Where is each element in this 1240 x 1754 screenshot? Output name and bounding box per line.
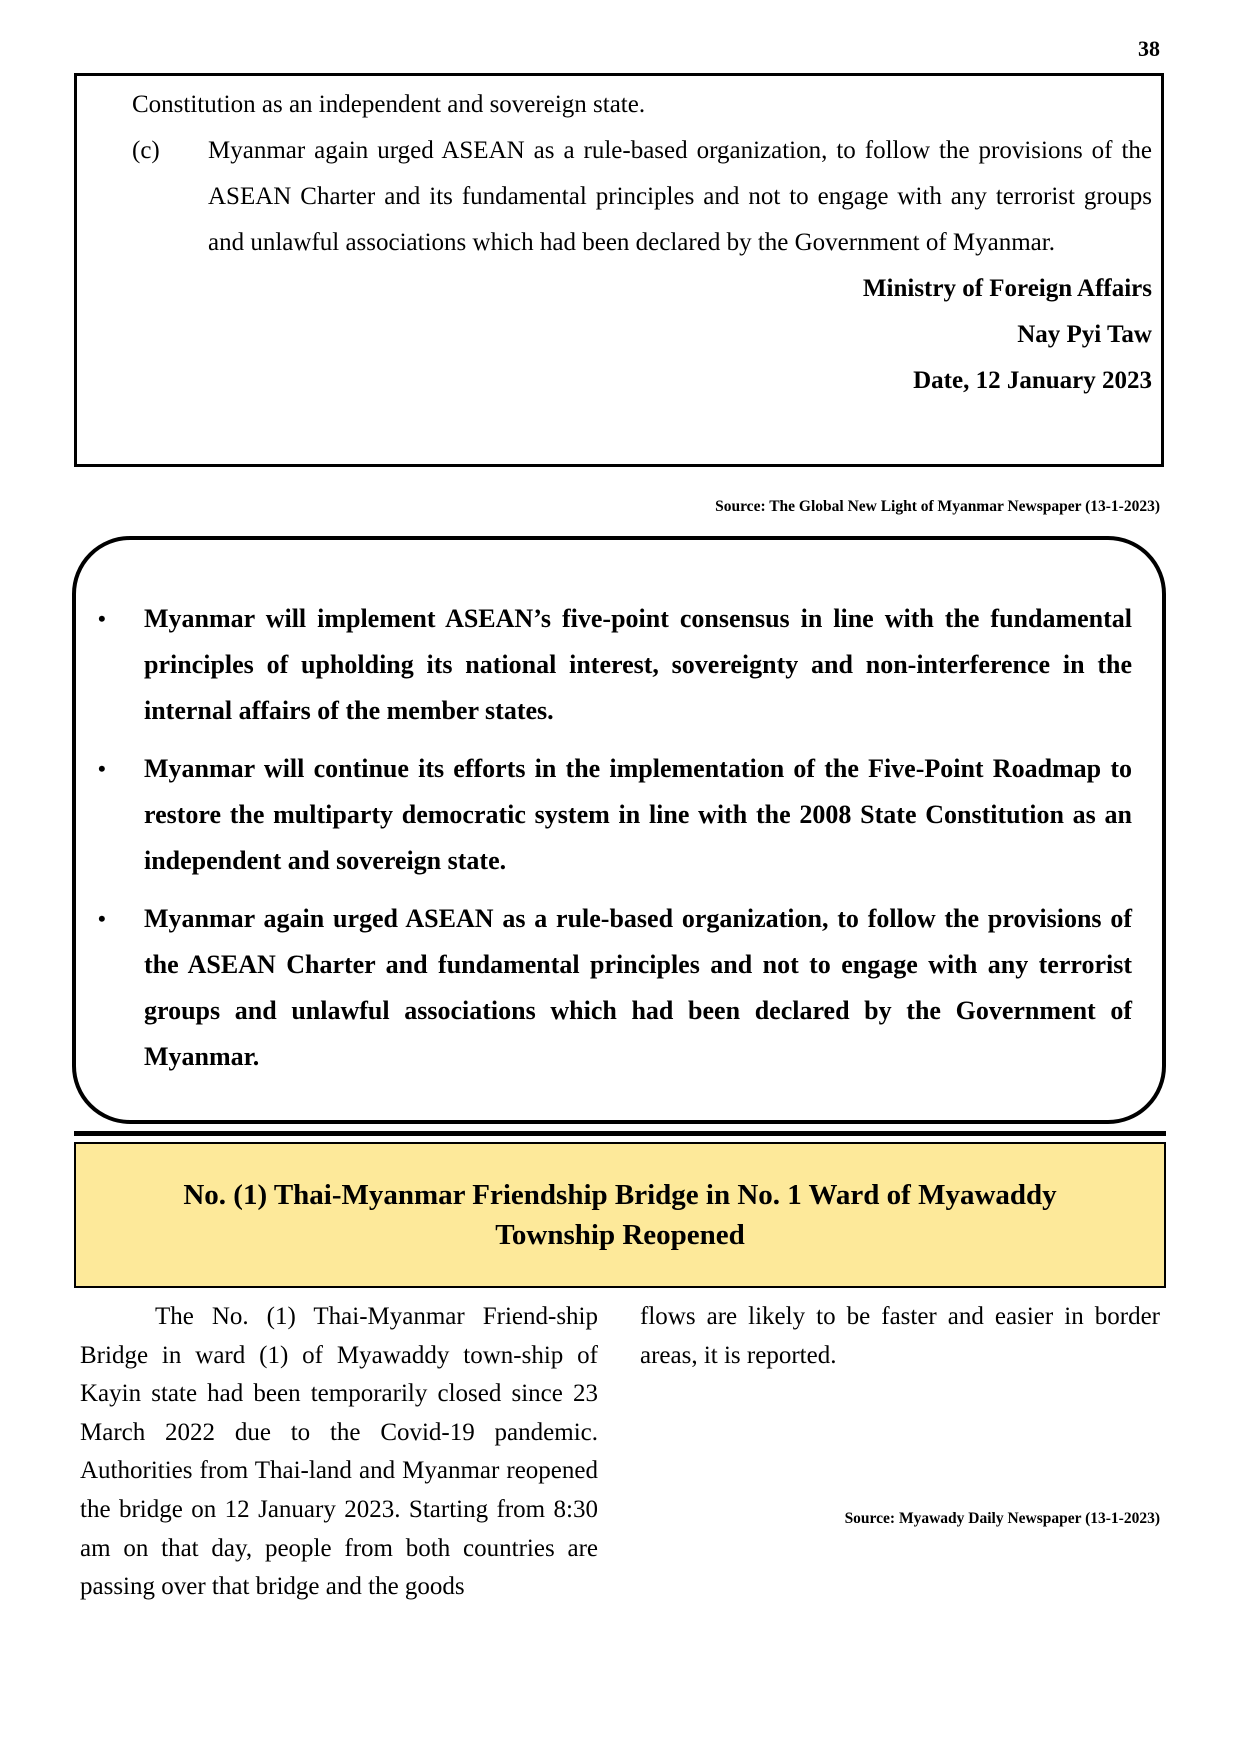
article-column-left	[80, 1298, 598, 1607]
item-c-text: Myanmar again urged ASEAN as a rule-based organization, to follow the provisions of the ASEAN Charter and its fundamental principles and not to engage with any terrorist groups and unlawful associations which had been declared by the Government of Myanmar.	[208, 137, 1152, 256]
statement-box	[74, 73, 1164, 467]
bullet-icon: •	[98, 606, 106, 631]
section-divider	[74, 1131, 1166, 1136]
article-body-left-text: The No. (1) Thai-Myanmar Friend-ship Bridge in ward (1) of Myawaddy town-ship of Kayin state had been temporarily closed since 23 March 2022 due to the Covid-19 pandemic. Authorities from Thai-land and Myanmar reopened the bridge on 12 January 2023. Starting from 8:30 am on that day, people from both countries are passing over that bridge and the goods	[80, 1303, 598, 1601]
summary-bullet-text: Myanmar again urged ASEAN as a rule-based organization, to follow the provisions of the ASEAN Charter and fundamental principles and not to engage with any terrorist groups and unlawful associations which had been declared by the Government of Myanmar.	[144, 904, 1132, 1071]
bullet-icon: •	[98, 756, 106, 781]
item-c-marker: (c)	[132, 137, 160, 164]
article-body-right: flows are likely to be faster and easier in border areas, it is reported.	[640, 1303, 1160, 1369]
summary-list	[98, 596, 1132, 1080]
article-headline-box	[74, 1142, 1166, 1288]
summary-bullet-3	[98, 896, 1132, 1080]
summary-bullet-2	[98, 746, 1132, 884]
summary-bullet-text: Myanmar will implement ASEAN’s five-point consensus in line with the fundamental principles of upholding its national interest, sovereignty and non-interference in the internal affairs of the member states.	[144, 604, 1132, 725]
summary-bullet-text: Myanmar will continue its efforts in the implementation of the Five-Point Roadmap to restore the multiparty democratic system in line with the 2008 State Constitution as an independent and sovereign state.	[144, 754, 1132, 875]
bullet-icon: •	[98, 906, 106, 931]
article-headline: No. (1) Thai-Myanmar Friendship Bridge in No. 1 Ward of Myawaddy Township Reopened	[183, 1179, 1057, 1251]
signature-place: Nay Pyi Taw	[1017, 321, 1152, 348]
source-citation-1: Source: The Global New Light of Myanmar Newspaper (13-1-2023)	[715, 498, 1160, 515]
page-number: 38	[1138, 36, 1160, 61]
signature-ministry: Ministry of Foreign Affairs	[862, 275, 1152, 302]
source-citation-2: Source: Myawady Daily Newspaper (13-1-2023)	[844, 1510, 1160, 1527]
article-column-right	[640, 1298, 1160, 1375]
summary-box	[72, 536, 1166, 1124]
article-body-left	[80, 1298, 598, 1607]
signature-date: Date, 12 January 2023	[913, 367, 1152, 394]
summary-bullet-1	[98, 596, 1132, 734]
statement-continuation: Constitution as an independent and sovereign state.	[132, 91, 646, 118]
statement-item-c	[132, 128, 1152, 266]
